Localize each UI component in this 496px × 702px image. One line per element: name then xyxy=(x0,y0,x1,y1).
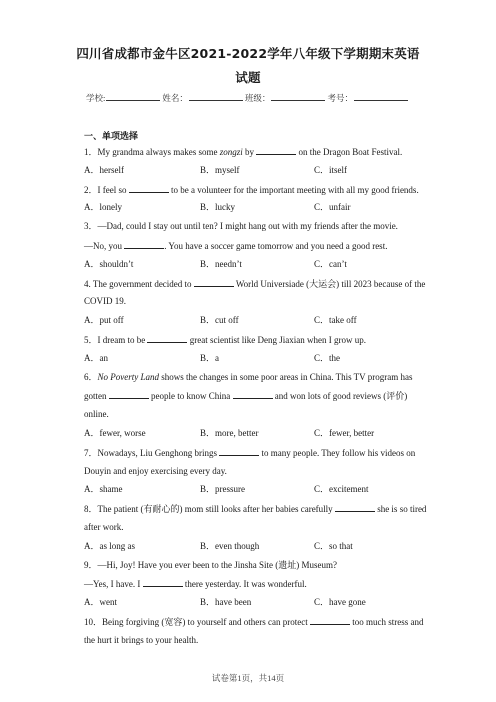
question-8-line xyxy=(84,503,426,515)
answer-blank[interactable] xyxy=(147,334,187,343)
question-text: and won lots of good reviews (评价) xyxy=(272,391,408,402)
answer-blank[interactable] xyxy=(310,616,350,625)
question-text: great scientist like Deng Jiaxian when I grow up. xyxy=(187,335,366,345)
question-text: 5．I dream to be xyxy=(84,335,148,345)
question-text: COVID 19. xyxy=(84,296,126,307)
question-text: there yesterday. It was wonderful. xyxy=(182,579,307,590)
question-text: 10．Being forgiving (宽容) to yourself and others can protect xyxy=(84,617,311,627)
question-7-line xyxy=(84,447,415,459)
name-blank[interactable] xyxy=(189,92,243,101)
option-c[interactable]: C．unfair xyxy=(314,202,351,213)
answer-blank[interactable] xyxy=(256,146,296,155)
option-a[interactable]: A．as long as xyxy=(84,540,135,551)
question-text: No Poverty Land xyxy=(97,371,160,382)
question-text: 1．My grandma always makes some xyxy=(84,147,220,157)
question-3-line xyxy=(84,240,387,252)
option-a[interactable]: A．shouldn’t xyxy=(84,258,134,269)
option-c[interactable]: C．itself xyxy=(314,164,347,175)
question-6-line xyxy=(84,372,412,383)
question-9-line xyxy=(84,560,337,571)
option-a[interactable]: A．an xyxy=(84,352,108,363)
question-text: she is so tired xyxy=(374,504,427,515)
exam-title-line1: 四川省成都市金牛区2021-2022学年八年级下学期期末英语 xyxy=(76,46,420,61)
exam-title-line2: 试题 xyxy=(235,70,261,85)
option-a[interactable]: A．put off xyxy=(84,315,124,326)
question-text: by xyxy=(242,147,257,157)
question-5-line xyxy=(84,334,366,346)
answer-blank[interactable] xyxy=(335,503,375,512)
answer-blank[interactable] xyxy=(109,390,149,399)
question-text: 6． xyxy=(84,371,98,382)
question-10-line xyxy=(84,635,198,646)
question-text: gotten xyxy=(84,391,109,402)
option-b[interactable]: B．have been xyxy=(200,597,252,608)
exam-number-label: 考号： xyxy=(327,93,353,103)
question-text: to many people. They follow his videos on xyxy=(259,447,416,458)
question-6-line xyxy=(84,409,109,420)
question-text: World Universiade (大运会) till 2023 because of the xyxy=(233,278,426,289)
question-text: 2．I feel so xyxy=(84,184,129,195)
question-text: too much stress and xyxy=(350,617,424,627)
question-text: the hurt it brings to your health. xyxy=(84,634,199,645)
section-title: 一、单项选择 xyxy=(84,132,139,142)
class-label: 班级： xyxy=(244,93,271,103)
question-text: Douyin and enjoy exercising every day. xyxy=(84,465,227,476)
option-c[interactable]: C．have gone xyxy=(314,597,366,608)
option-c[interactable]: C．take off xyxy=(314,315,357,326)
school-blank[interactable] xyxy=(106,92,160,101)
option-b[interactable]: B．pressure xyxy=(200,484,245,495)
option-a[interactable]: A．lonely xyxy=(84,202,122,213)
option-b[interactable]: B．even though xyxy=(200,540,260,551)
question-text: . You have a soccer game tomorrow and you need a good rest. xyxy=(164,241,388,251)
option-b[interactable]: B．lucky xyxy=(200,202,235,213)
question-text: on the Dragon Boat Festival. xyxy=(296,147,403,157)
question-9-line xyxy=(84,578,307,590)
question-8-line xyxy=(84,522,123,533)
option-a[interactable]: A．fewer, worse xyxy=(84,428,146,438)
question-3-line xyxy=(84,221,398,232)
option-c[interactable]: C．fewer, better xyxy=(314,428,375,438)
option-a[interactable]: A．went xyxy=(84,597,117,608)
option-b[interactable]: B．needn’t xyxy=(200,258,242,269)
question-10-line xyxy=(84,616,424,628)
question-4-line xyxy=(84,296,126,307)
question-text: after work. xyxy=(84,522,124,532)
student-info-row xyxy=(0,92,496,104)
question-text: 3．—Dad, could I stay out until ten? I might hang out with my friends after the movie. xyxy=(84,221,398,232)
exam-number-blank[interactable] xyxy=(354,92,408,101)
answer-blank[interactable] xyxy=(194,278,234,287)
school-label: 学校: xyxy=(86,93,106,103)
name-label: 姓名： xyxy=(162,93,188,103)
page-footer: 试卷第1页，共14页 xyxy=(211,673,285,683)
question-text: people to know China xyxy=(148,391,233,402)
option-c[interactable]: C．excitement xyxy=(314,484,369,495)
answer-blank[interactable] xyxy=(143,578,183,587)
question-2-line xyxy=(84,184,419,196)
option-b[interactable]: B．myself xyxy=(200,164,240,175)
question-text: 8．The patient (有耐心的) mom still looks after her babies carefully xyxy=(84,504,335,515)
question-text: 7．Nowadays, Liu Genghong brings xyxy=(84,447,220,458)
option-c[interactable]: C．the xyxy=(314,352,340,363)
question-text: 9．—Hi, Joy! Have you ever been to the Jinsha Site (遗址) Museum? xyxy=(84,559,337,570)
question-text: —No, you xyxy=(84,241,125,251)
question-text: —Yes, I have. I xyxy=(84,579,143,590)
answer-blank[interactable] xyxy=(129,184,169,193)
question-6-line xyxy=(84,390,407,402)
option-c[interactable]: C．so that xyxy=(314,540,353,551)
question-1-line xyxy=(84,146,402,158)
question-text: online. xyxy=(84,409,109,420)
class-blank[interactable] xyxy=(271,92,325,101)
answer-blank[interactable] xyxy=(124,240,164,249)
answer-blank[interactable] xyxy=(219,447,259,456)
option-b[interactable]: B．cut off xyxy=(200,315,239,326)
answer-blank[interactable] xyxy=(233,390,273,399)
option-a[interactable]: A．shame xyxy=(84,484,123,495)
option-a[interactable]: A．herself xyxy=(84,164,124,175)
option-c[interactable]: C．can’t xyxy=(314,258,347,269)
option-b[interactable]: B．more, better xyxy=(200,428,259,438)
question-7-line xyxy=(84,466,227,477)
question-text: 4. The government decided to xyxy=(84,278,194,289)
question-4-line xyxy=(84,278,425,290)
question-text: shows the changes in some poor areas in China. This TV program has xyxy=(159,371,413,382)
question-text: to be a volunteer for the important meeting with all my good friends. xyxy=(168,184,419,195)
question-text: zongzi xyxy=(219,147,243,157)
option-b[interactable]: B．a xyxy=(200,352,219,363)
